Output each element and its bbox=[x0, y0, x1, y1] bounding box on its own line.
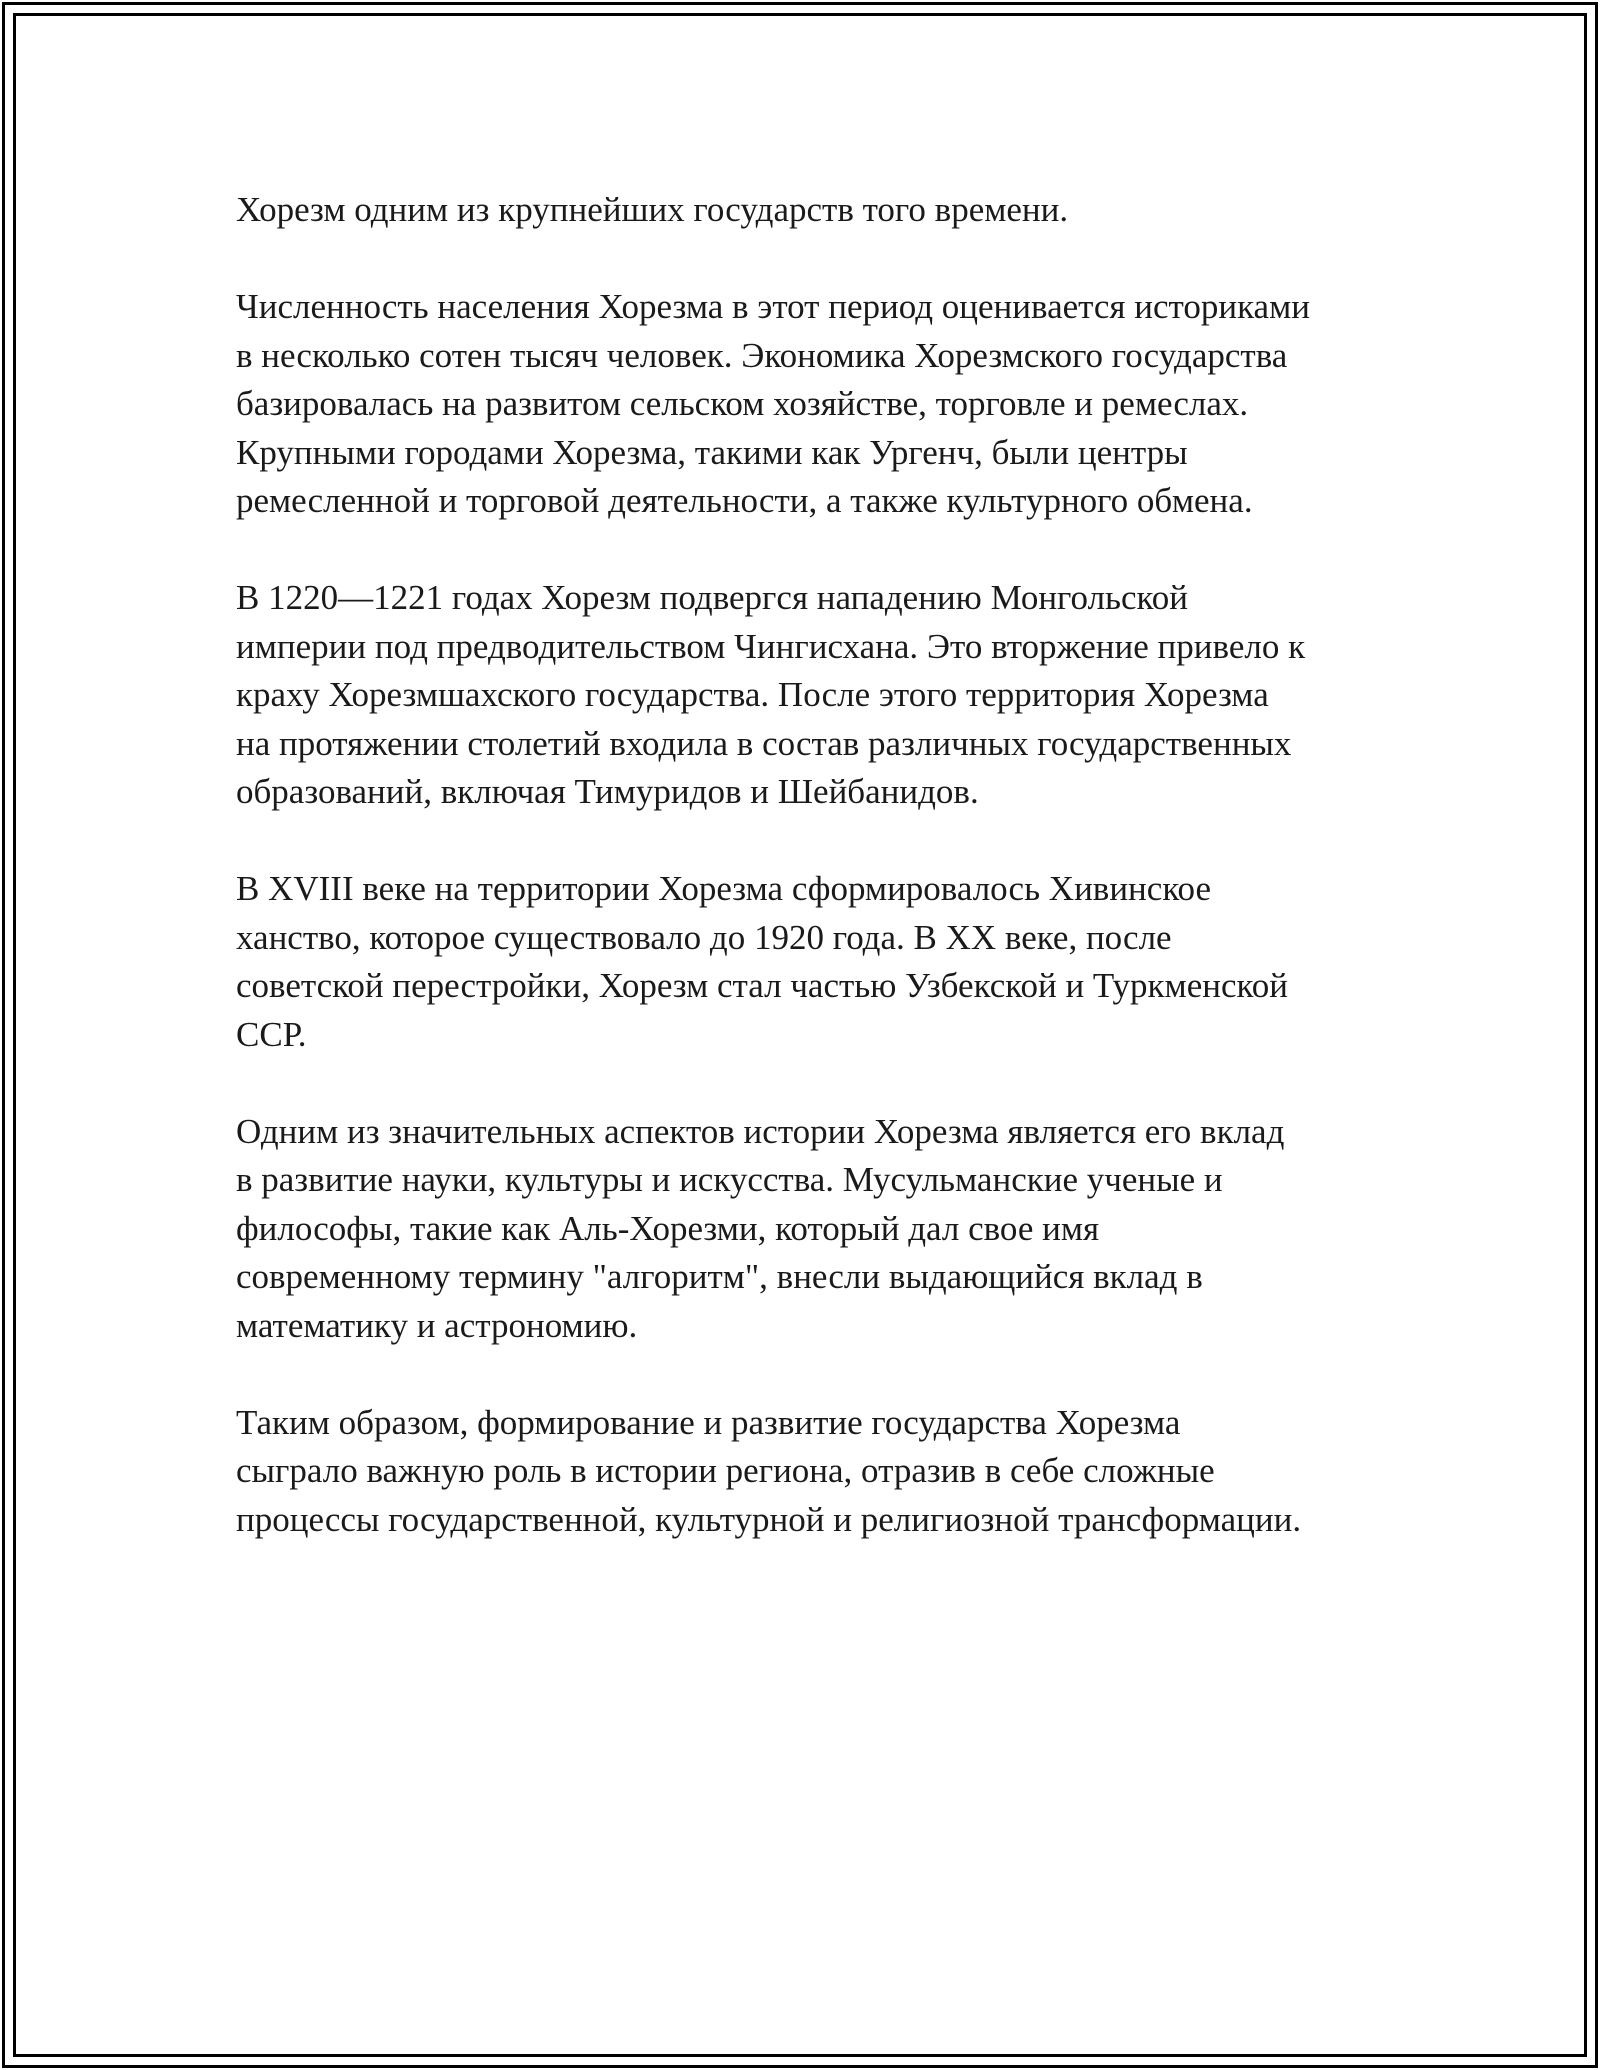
paragraph-6: Таким образом, формирование и развитие государства Хорезма сыграло важную роль в истории региона, отразив в себе сложные процессы государственной, культурной и религиозной трансформации. bbox=[236, 1402, 1302, 1539]
paragraph-1: Хорезм одним из крупнейших государств того времени. bbox=[236, 190, 1069, 229]
paragraph-4: В XVIII веке на территории Хорезма сформировалось Хивинское ханство, которое существовало до 1920 года. В XX веке, после советской перестройки, Хорезм стал частью Узбекской и Туркменской ССР. bbox=[236, 869, 1288, 1054]
document-body bbox=[236, 186, 1386, 1544]
paragraph-3: В 1220—1221 годах Хорезм подвергся нападению Монгольской империи под предводительством Чингисхана. Это вторжение привело к краху Хорезмшахского государства. После этого территория Хорезма на протяжении столетий входила в состав различных государственных образований, включая Тимуридов и Шейбанидов. bbox=[236, 578, 1306, 811]
paragraph-2: Численность населения Хорезма в этот период оценивается историками в несколько сотен тысяч человек. Экономика Хорезмского государства базировалась на развитом сельском хозяйстве, торговле и ремеслах. Крупными городами Хорезма, такими как Ургенч, были центры ремесленной и торговой деятельности, а также культурного обмена. bbox=[236, 287, 1310, 520]
paragraph-5: Одним из значительных аспектов истории Хорезма является его вклад в развитие науки, культуры и искусства. Мусульманские ученые и философы, такие как Аль-Хорезми, который дал свое имя современному термину "алгоритм", внесли выдающийся вклад в математику и астрономию. bbox=[236, 1111, 1285, 1345]
